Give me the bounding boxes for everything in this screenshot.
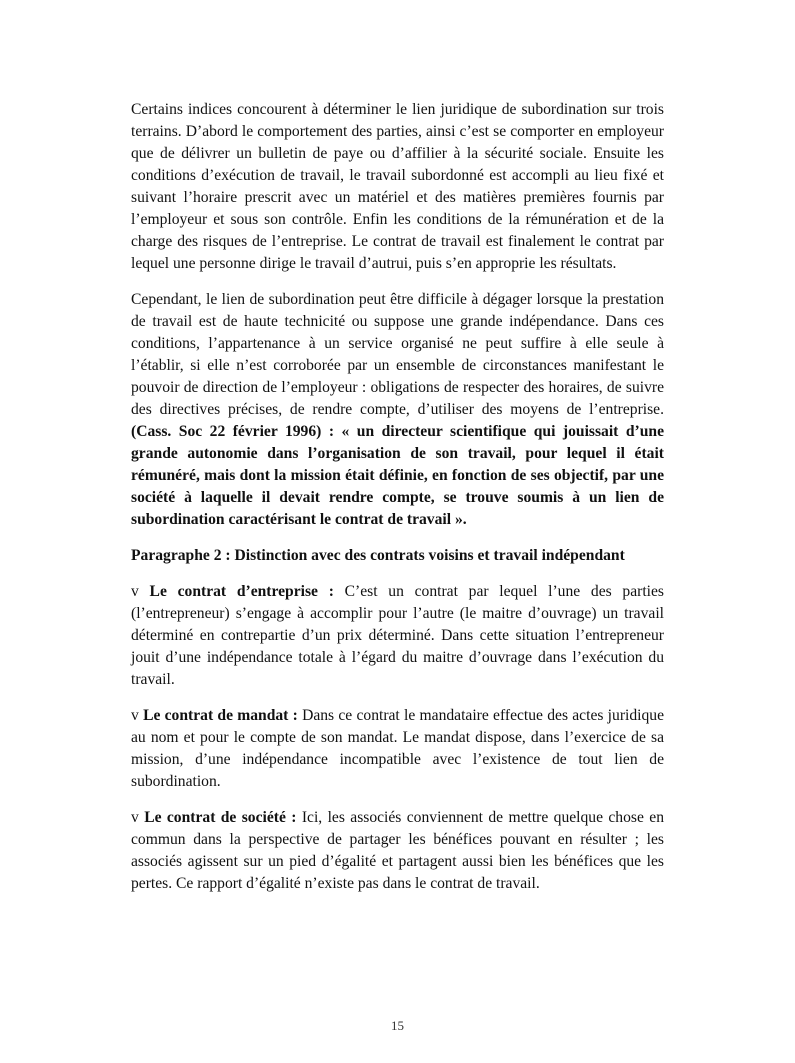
bullet-text: Dans ce contrat le mandataire effectue des actes juridique au nom et pour le compte de son mandat. Le mandat dispose, dans l’exercice de sa mission, d’une indépendance incompatible avec l’existence de tout lien de subordination. [131, 707, 664, 790]
bullet-marker: v [131, 583, 150, 600]
paragraph-high-technicality [131, 289, 664, 531]
document-page [131, 99, 664, 895]
paragraph-text: Cependant, le lien de subordination peut être difficile à dégager lorsque la prestation de travail est de haute technicité ou suppose une grande indépendance. Dans ces conditions, l’appartenance à un service organisé ne peut suffire à elle seule à l’établir, si elle n’est corroborée par un ensemble de circonstances manifestant le pouvoir de direction de l’employeur : obligations de respecter des horaires, de suivre des directives précises, de rendre compte, d’utiliser des moyens de l’entreprise. [131, 291, 664, 418]
bullet-title: Le contrat d’entreprise : [149, 583, 334, 600]
paragraph-subordination-criteria: Certains indices concourent à déterminer le lien juridique de subordination sur trois terrains. D’abord le comportement des parties, ainsi c’est se comporter en employeur que de délivrer un bulletin de paye ou d’affilier à la sécurité sociale. Ensuite les conditions d’exécution de travail, le travail subordonné est accompli au lieu fixé et suivant l’horaire prescrit avec un matériel et des matières premières fournis par l’employeur et sous son contrôle. Enfin les conditions de la rémunération et de la charge des risques de l’entreprise. Le contrat de travail est finalement le contrat par lequel une personne dirige le travail d’autrui, puis s’en approprie les résultats. [131, 101, 664, 272]
bullet-contrat-societe [131, 807, 664, 895]
bullet-contrat-mandat [131, 705, 664, 793]
page-number: 15 [391, 1018, 404, 1033]
bullet-text: C’est un contrat par lequel l’une des parties (l’entrepreneur) s’engage à accomplir pour l’autre (le maitre d’ouvrage) un travail déterminé en contrepartie d’un prix déterminé. Dans cette situation l’entrepreneur jouit d’une indépendance totale à l’égard du maitre d’ouvrage dans l’exécution du travail. [131, 583, 664, 688]
bullet-title: Le contrat de mandat : [143, 707, 298, 724]
section-heading: Paragraphe 2 : Distinction avec des contrats voisins et travail indépendant [131, 547, 625, 564]
case-law-citation: (Cass. Soc 22 février 1996) : « un directeur scientifique qui jouissait d’une grande autonomie dans l’organisation de son travail, pour lequel il était rémunéré, mais dont la mission était définie, en fonction de ses objectif, par une société à laquelle il devait rendre compte, se trouve soumis à un lien de subordination caractérisant le contrat de travail ». [131, 423, 664, 528]
bullet-marker: v [131, 809, 145, 826]
bullet-title: Le contrat de société : [144, 809, 297, 826]
bullet-marker: v [131, 707, 144, 724]
bullet-contrat-entreprise [131, 581, 664, 691]
bullet-text: Ici, les associés conviennent de mettre quelque chose en commun dans la perspective de partager les bénéfices pouvant en résulter ; les associés agissent sur un pied d’égalité et partagent aussi bien les bénéfices que les pertes. Ce rapport d’égalité n’existe pas dans le contrat de travail. [131, 809, 664, 892]
